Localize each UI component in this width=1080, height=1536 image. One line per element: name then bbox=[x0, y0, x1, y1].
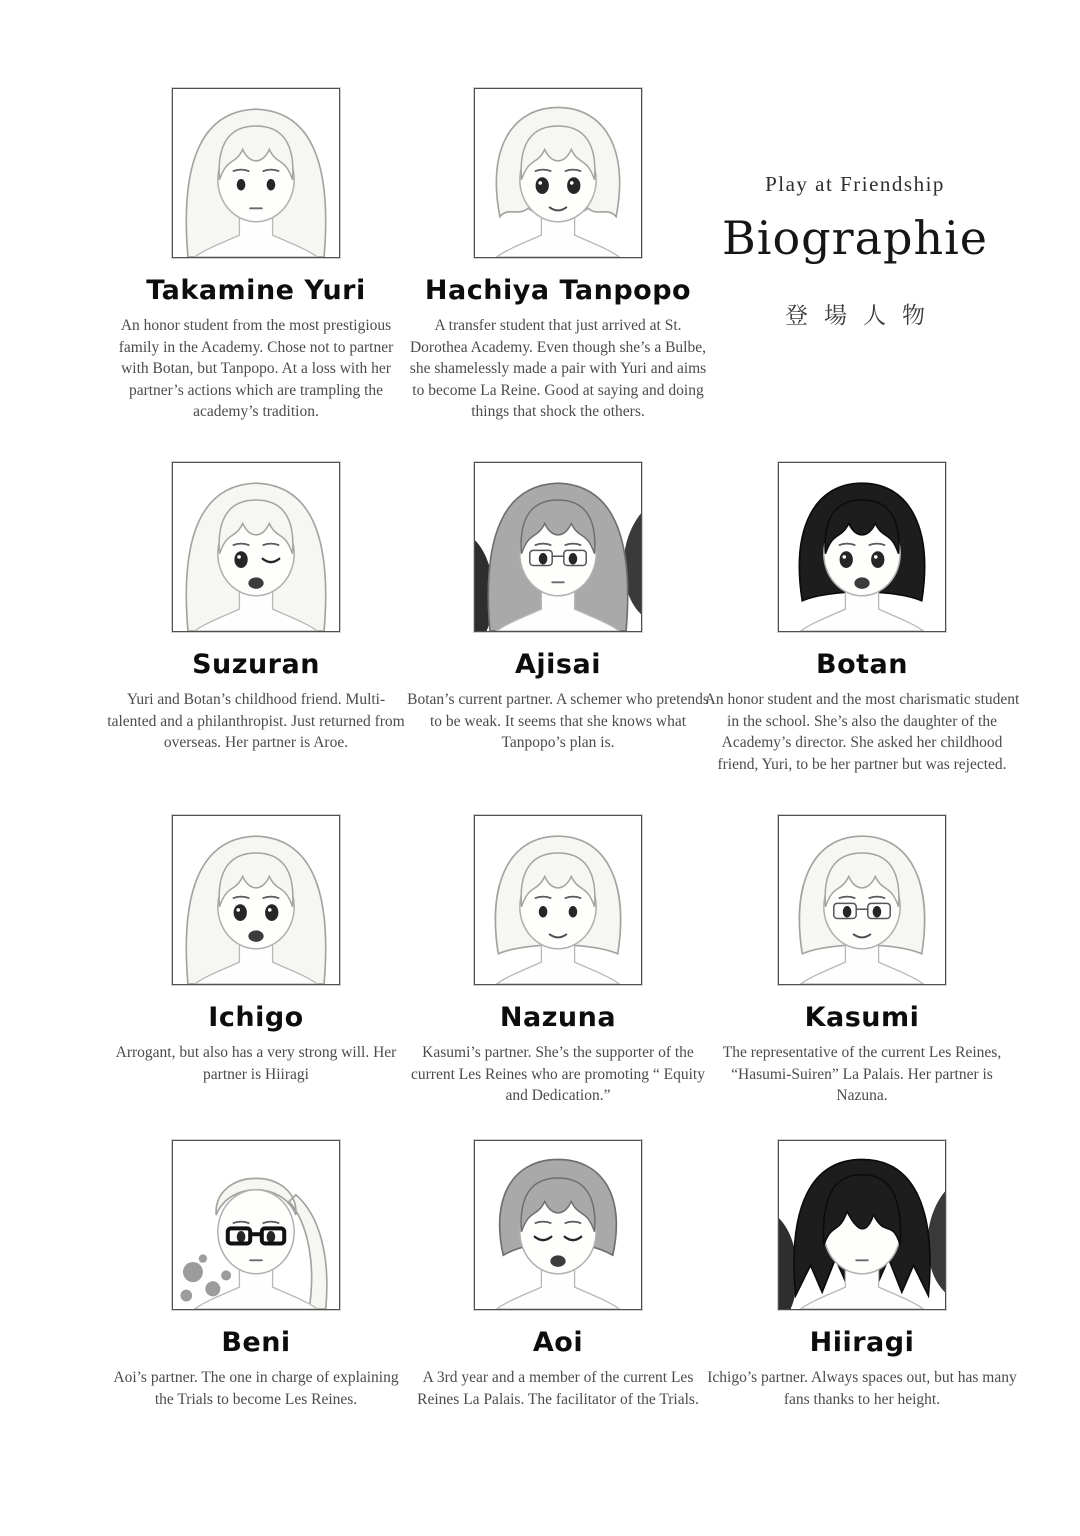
character-card-ajisai bbox=[398, 462, 718, 754]
character-card-botan bbox=[702, 462, 1022, 775]
character-name: Ichigo bbox=[208, 1002, 304, 1033]
portrait-aoi bbox=[474, 1140, 642, 1310]
character-description: The representative of the current Les Reines, “Hasumi-Suiren” La Palais. Her partner is Nazuna. bbox=[722, 1044, 1002, 1104]
character-card-aoi bbox=[398, 1140, 718, 1410]
character-description: A 3rd year and a member of the current Les Reines La Palais. The facilitator of the Trials. bbox=[417, 1369, 699, 1408]
character-card-ichigo bbox=[96, 815, 416, 1085]
series-title: Play at Friendship bbox=[765, 172, 945, 196]
character-name: Hiiragi bbox=[809, 1327, 915, 1358]
character-name: Nazuna bbox=[499, 1002, 617, 1033]
character-description: A transfer student that just arrived at St. Dorothea Academy. Even though she’s a Bulbe, she shamelessly made a pair with Yuri and aims to become La Reine. Good at saying and doing things that shock the others. bbox=[409, 317, 707, 420]
character-name: Suzuran bbox=[192, 649, 320, 680]
character-name: Ajisai bbox=[515, 649, 601, 680]
portrait-ichigo bbox=[172, 815, 340, 985]
character-description: Yuri and Botan’s childhood friend. Multi-talented and a philanthropist. Just returned from overseas. Her partner is Aroe. bbox=[107, 691, 405, 751]
character-card-nazuna bbox=[398, 815, 718, 1107]
character-card-kasumi bbox=[702, 815, 1022, 1107]
portrait-nazuna bbox=[474, 815, 642, 985]
character-description: An honor student and the most charismatic student in the school. She’s also the daughter of the Academy’s director. She asked her childhood friend, Yuri, to be her partner but was rejected. bbox=[704, 691, 1020, 773]
character-card-takamine-yuri bbox=[96, 88, 416, 423]
title-block bbox=[710, 172, 1000, 330]
character-name: Botan bbox=[816, 649, 908, 680]
portrait-hachiya-tanpopo bbox=[474, 88, 642, 258]
character-description: Aoi’s partner. The one in charge of explaining the Trials to become Les Reines. bbox=[113, 1369, 399, 1408]
character-name: Kasumi bbox=[804, 1002, 920, 1033]
page-subtitle-japanese: 登場人物 bbox=[785, 303, 941, 329]
character-card-suzuran bbox=[96, 462, 416, 754]
character-description: Botan’s current partner. A schemer who pretends to be weak. It seems that she knows what Tanpopo’s plan is. bbox=[407, 691, 709, 751]
character-description: An honor student from the most prestigious family in the Academy. Chose not to partner with Botan, but Tanpopo. At a loss with her partner’s actions which are trampling the academy’s tradition. bbox=[118, 317, 394, 420]
character-card-hiiragi bbox=[702, 1140, 1022, 1410]
page-title: Biographie bbox=[721, 211, 989, 265]
character-name: Takamine Yuri bbox=[146, 275, 366, 306]
character-card-hachiya-tanpopo bbox=[398, 88, 718, 423]
portrait-takamine-yuri bbox=[172, 88, 340, 258]
character-description: Ichigo’s partner. Always spaces out, but has many fans thanks to her height. bbox=[707, 1369, 1017, 1408]
portrait-hiiragi bbox=[778, 1140, 946, 1310]
character-name: Beni bbox=[221, 1327, 291, 1358]
portrait-suzuran bbox=[172, 462, 340, 632]
character-name: Hachiya Tanpopo bbox=[424, 275, 692, 306]
character-description: Arrogant, but also has a very strong will. Her partner is Hiiragi bbox=[115, 1044, 397, 1083]
portrait-botan bbox=[778, 462, 946, 632]
character-card-beni bbox=[96, 1140, 416, 1410]
portrait-ajisai bbox=[474, 462, 642, 632]
portrait-beni bbox=[172, 1140, 340, 1310]
portrait-kasumi bbox=[778, 815, 946, 985]
character-name: Aoi bbox=[532, 1327, 584, 1358]
character-description: Kasumi’s partner. She’s the supporter of the current Les Reines who are promoting “ Equity and Dedication.” bbox=[411, 1044, 705, 1104]
